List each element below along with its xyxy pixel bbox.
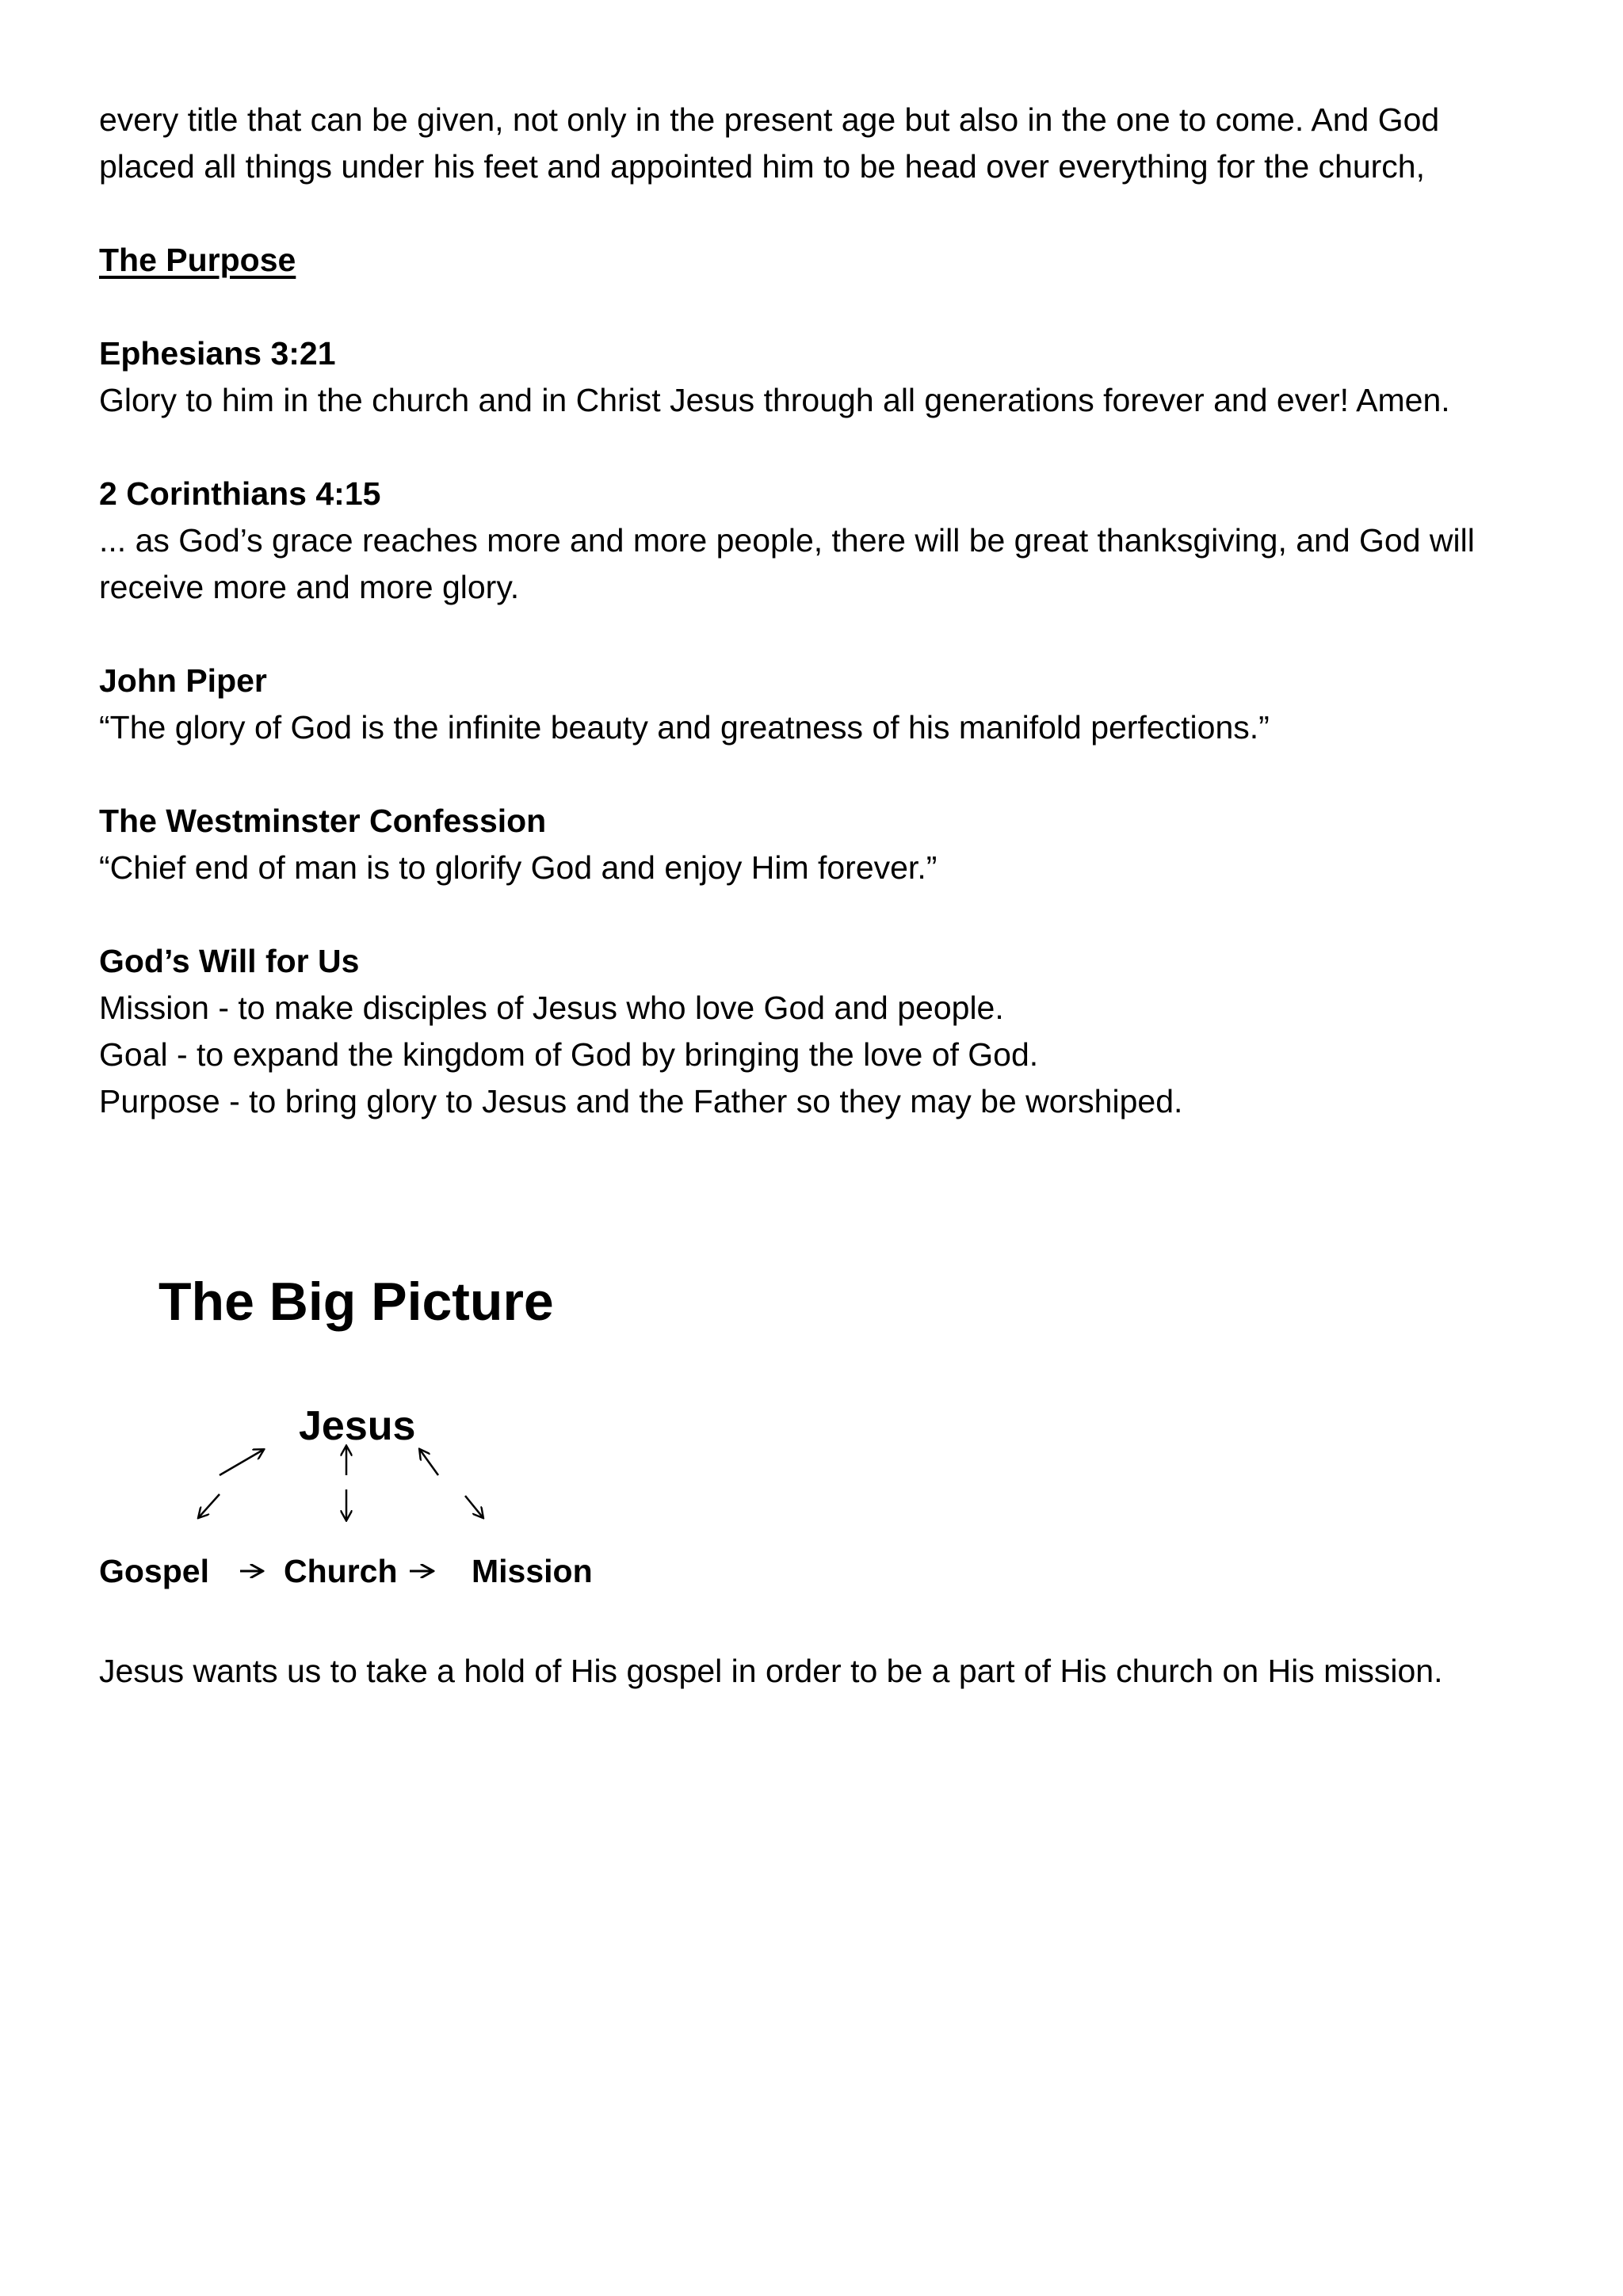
gods-will-mission: Mission - to make disciples of Jesus who love God and people. xyxy=(99,990,1004,1026)
arrow-jesus-to-mission-icon xyxy=(465,1496,483,1517)
arrow-gospel-to-jesus-icon xyxy=(220,1450,263,1475)
section-heading-purpose: The Purpose xyxy=(99,242,296,278)
quote-block-westminster xyxy=(99,798,1541,891)
quote-block-ephesians xyxy=(99,330,1541,424)
diagram-node-jesus: Jesus xyxy=(299,1403,416,1449)
diagram-node-mission: Mission xyxy=(472,1553,593,1589)
big-picture-title: The Big Picture xyxy=(158,1272,554,1332)
big-picture-diagram xyxy=(99,1402,654,1600)
quote-text: ... as God’s grace reaches more and more people, there will be great thanksgiving, and God will receive more and more glory. xyxy=(99,522,1475,605)
arrow-jesus-to-gospel-icon xyxy=(199,1494,220,1517)
closing-paragraph: Jesus wants us to take a hold of His gospel in order to be a part of His church on His mission. xyxy=(99,1653,1443,1689)
quote-text: “The glory of God is the infinite beauty and greatness of his manifold perfections.” xyxy=(99,709,1270,746)
quote-block-corinthians xyxy=(99,471,1541,611)
document-body xyxy=(99,97,1541,1172)
intro-paragraph: every title that can be given, not only in the present age but also in the one to come. And God placed all things under his feet and appointed him to be head over everything for the church, xyxy=(99,101,1440,185)
diagram-node-church: Church xyxy=(284,1553,398,1589)
quote-title: Ephesians 3:21 xyxy=(99,335,336,372)
gods-will-block xyxy=(99,938,1541,1125)
gods-will-title: God’s Will for Us xyxy=(99,943,360,979)
diagram-node-gospel: Gospel xyxy=(99,1553,209,1589)
quote-block-piper xyxy=(99,658,1541,751)
gods-will-purpose: Purpose - to bring glory to Jesus and the Father so they may be worshiped. xyxy=(99,1083,1183,1119)
gods-will-goal: Goal - to expand the kingdom of God by bringing the love of God. xyxy=(99,1036,1039,1073)
quote-text: Glory to him in the church and in Christ Jesus through all generations forever and ever! Amen. xyxy=(99,382,1450,418)
quote-text: “Chief end of man is to glorify God and enjoy Him forever.” xyxy=(99,849,938,886)
quote-title: John Piper xyxy=(99,662,267,699)
quote-title: The Westminster Confession xyxy=(99,803,547,839)
quote-title: 2 Corinthians 4:15 xyxy=(99,475,381,512)
arrow-mission-to-jesus-icon xyxy=(420,1450,438,1475)
